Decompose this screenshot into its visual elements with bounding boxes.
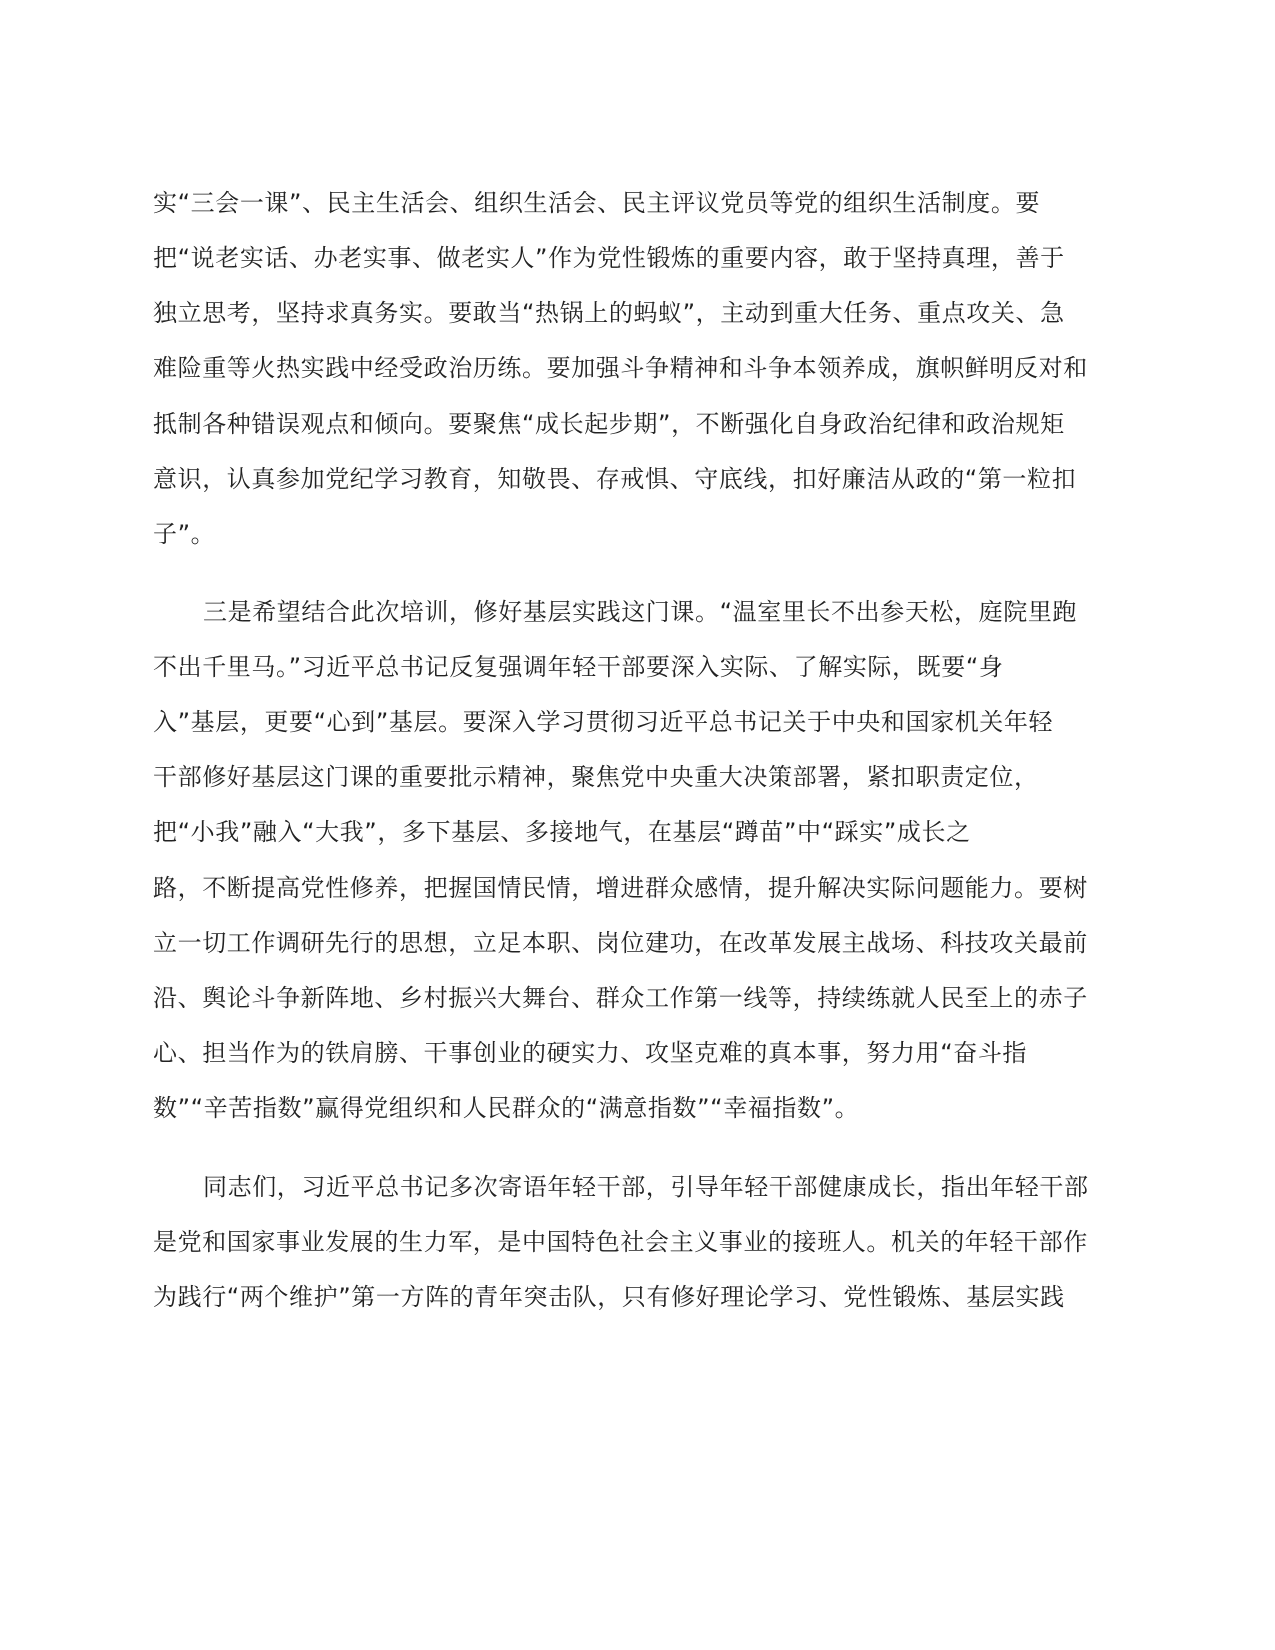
- text-line: 立一切工作调研先行的思想，立足本职、岗位建功，在改革发展主战场、科技攻关最前: [153, 929, 1088, 957]
- text-line: 心、担当作为的铁肩膀、干事创业的硬实力、攻坚克难的真本事，努力用“奋斗指: [153, 1039, 1028, 1067]
- text-line: 子”。: [153, 520, 216, 548]
- text-line: 把“小我”融入“大我”，多下基层、多接地气，在基层“蹲苗”中“踩实”成长之: [153, 818, 971, 846]
- text-line: 入”基层，更要“心到”基层。要深入学习贯彻习近平总书记关于中央和国家机关年轻: [153, 708, 1054, 736]
- text-line: 抵制各种错误观点和倾向。要聚焦“成长起步期”，不断强化自身政治纪律和政治规矩: [153, 410, 1065, 438]
- text-line: 同志们，习近平总书记多次寄语年轻干部，引导年轻干部健康成长，指出年轻干部: [203, 1173, 1089, 1201]
- text-line: 路，不断提高党性修养，把握国情民情，增进群众感情，提升解决实际问题能力。要树: [153, 874, 1088, 902]
- text-line: 沿、舆论斗争新阵地、乡村振兴大舞台、群众工作第一线等，持续练就人民至上的赤子: [153, 984, 1088, 1012]
- text-line: 三是希望结合此次培训，修好基层实践这门课。“温室里长不出参天松，庭院里跑: [203, 598, 1078, 626]
- text-line: 是党和国家事业发展的生力军，是中国特色社会主义事业的接班人。机关的年轻干部作: [153, 1228, 1088, 1256]
- text-line: 把“说老实话、办老实事、做老实人”作为党性锻炼的重要内容，敢于坚持真理，善于: [153, 244, 1065, 272]
- text-line: 意识，认真参加党纪学习教育，知敬畏、存戒惧、守底线，扣好廉洁从政的“第一粒扣: [153, 465, 1077, 493]
- text-line: 不出千里马。”习近平总书记反复强调年轻干部要深入实际、了解实际，既要“身: [153, 653, 1004, 681]
- text-line: 为践行“两个维护”第一方阵的青年突击队，只有修好理论学习、党性锻炼、基层实践: [153, 1283, 1065, 1311]
- text-line: 干部修好基层这门课的重要批示精神，聚焦党中央重大决策部署，紧扣职责定位，: [153, 763, 1039, 791]
- text-line: 实“三会一课”、民主生活会、组织生活会、民主评议党员等党的组织生活制度。要: [153, 189, 1041, 217]
- text-line: 数”“辛苦指数”赢得党组织和人民群众的“满意指数”“幸福指数”。: [153, 1094, 860, 1122]
- text-line: 独立思考，坚持求真务实。要敢当“热锅上的蚂蚁”，主动到重大任务、重点攻关、急: [153, 299, 1065, 327]
- text-line: 难险重等火热实践中经受政治历练。要加强斗争精神和斗争本领养成，旗帜鲜明反对和: [153, 354, 1088, 382]
